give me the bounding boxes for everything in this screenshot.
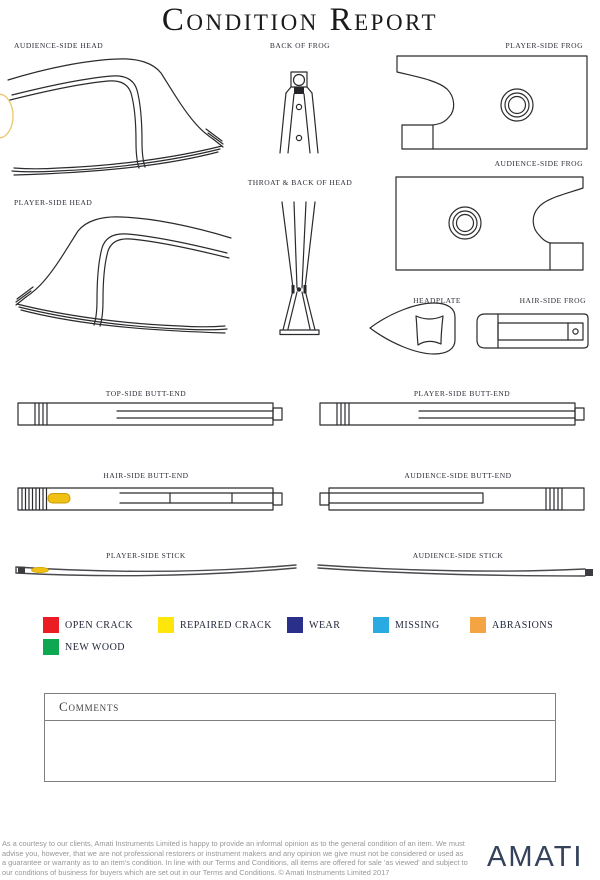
legend-item-repaired-crack [158,617,272,633]
label-audience-side-head: AUDIENCE-SIDE HEAD [14,41,104,50]
label-hair-side-butt-end: HAIR-SIDE BUTT-END [103,471,189,480]
legend-item-open-crack [43,617,133,633]
legend-item-new-wood [43,639,125,655]
hair-side-butt-end-diagram [15,480,287,514]
missing-swatch [373,617,389,633]
stick-butt-mark [18,567,25,574]
audience-side-frog-diagram [393,168,591,275]
back-of-frog-diagram [270,63,330,160]
label-top-side-butt-end: TOP-SIDE BUTT-END [105,389,187,398]
legend-label: ABRASIONS [492,619,554,631]
new-wood-swatch [43,639,59,655]
legend-item-missing [373,617,440,633]
disclaimer-line: a guarantee or warranty as to an item's condition. In line with our Terms and Conditions, all items are offered for sale 'as viewed' and subject to [2,858,468,868]
player-side-frog-diagram [393,53,591,153]
player-side-butt-end-diagram [317,398,589,430]
disclaimer-line: our conditions of business for buyers which are set out in our Terms and Conditions. © Amati Instruments Limited 2017 [2,867,390,877]
throat-back-of-head-diagram [272,192,328,342]
headplate-diagram [368,300,460,360]
disclaimer-line: As a courtesy to our clients, Amati Instruments Limited is happy to provide an informal opinion as to the general condition of an item. We must [2,839,465,848]
legend-label: NEW WOOD [65,641,126,653]
label-audience-side-butt-end: AUDIENCE-SIDE BUTT-END [404,471,512,480]
label-player-side-stick: PLAYER-SIDE STICK [106,551,186,560]
repaired-crack-annotation-circle [0,94,13,138]
top-side-butt-end-diagram [15,398,287,430]
hair-side-frog-diagram [475,308,590,353]
legend-label: OPEN CRACK [65,619,134,631]
audience-side-stick-diagram [315,556,600,581]
label-hair-side-frog: HAIR-SIDE FROG [519,296,586,305]
label-headplate: HEADPLATE [413,296,461,305]
label-audience-side-frog: AUDIENCE-SIDE FROG [494,159,583,168]
page-title: Condition Report [161,2,439,38]
repaired-crack-swatch [158,617,174,633]
audience-side-butt-end-diagram [317,480,589,514]
legend-label: WEAR [309,619,341,631]
label-player-side-butt-end: PLAYER-SIDE BUTT-END [413,389,511,398]
player-side-head-diagram [2,208,237,333]
wear-swatch [287,617,303,633]
label-player-side-frog: PLAYER-SIDE FROG [505,41,583,50]
comments-box [44,693,556,782]
disclaimer-line: advise you, however, that we are not professional restorers or instrument makers and any opinion we give must not be considered or used as [2,848,464,858]
stick-butt-mark [585,569,593,576]
repaired-crack-annotation-blob [48,494,70,504]
label-back-of-frog: BACK OF FROG [269,41,331,50]
legend-item-wear [287,617,340,633]
disclaimer-text [2,839,468,877]
comments-input[interactable] [45,721,555,782]
label-audience-side-stick: AUDIENCE-SIDE STICK [412,551,504,560]
open-crack-swatch [43,617,59,633]
legend-label: REPAIRED CRACK [180,619,272,631]
repaired-crack-annotation-streak [32,567,49,572]
comments-header: Comments [45,694,555,721]
player-side-stick-diagram [12,558,302,583]
audience-side-head-diagram [2,50,237,175]
amati-logo: AMATI [487,841,584,873]
abrasions-swatch [470,617,486,633]
legend-label: MISSING [395,619,440,631]
label-throat-back-of-head: THROAT & BACK OF HEAD [247,178,353,187]
label-player-side-head: PLAYER-SIDE HEAD [14,198,93,207]
legend-item-abrasions [470,617,553,633]
